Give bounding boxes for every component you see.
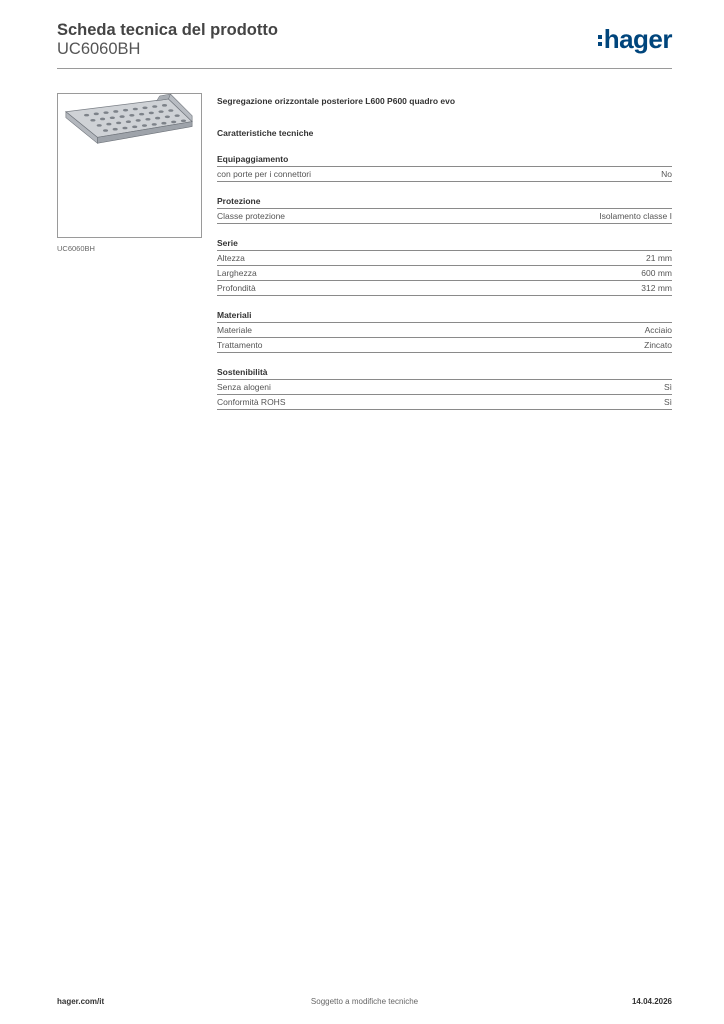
- image-caption: UC6060BH: [57, 244, 95, 253]
- document-title: Scheda tecnica del prodotto: [57, 21, 278, 39]
- shelf-hole: [94, 113, 99, 116]
- product-code: UC6060BH: [57, 40, 141, 58]
- shelf-hole: [129, 114, 134, 117]
- shelf-hole: [142, 124, 147, 127]
- shelf-hole: [158, 110, 163, 113]
- section-protezione: [217, 195, 672, 224]
- spec-value: No: [661, 169, 672, 179]
- shelf-hole: [175, 114, 180, 117]
- spec-value: 600 mm: [641, 268, 672, 278]
- document-footer: [57, 997, 672, 1011]
- shelf-hole: [113, 110, 118, 113]
- shelf-hole: [133, 108, 138, 111]
- shelf-hole: [162, 104, 167, 107]
- logo-mark-icon: [598, 35, 602, 46]
- spec-value: 21 mm: [646, 253, 672, 263]
- shelf-shape: [66, 94, 192, 143]
- shelf-hole: [136, 119, 141, 122]
- spec-value: 312 mm: [641, 283, 672, 293]
- shelf-hole: [126, 120, 131, 123]
- spec-label: Conformità ROHS: [217, 397, 286, 407]
- shelf-hole: [152, 123, 157, 126]
- document-header: [57, 20, 672, 70]
- spec-label: Classe protezione: [217, 211, 286, 221]
- spec-row: [217, 395, 672, 410]
- shelf-hole: [103, 129, 108, 132]
- shelf-hole: [145, 118, 150, 121]
- shelf-hole: [120, 115, 125, 118]
- shelf-hole: [171, 121, 176, 124]
- spec-label: Senza alogeni: [217, 382, 271, 392]
- shelf-hole: [149, 112, 154, 115]
- section-title: Serie: [217, 237, 672, 251]
- shelf-hole: [161, 122, 166, 125]
- shelf-hole: [116, 122, 121, 125]
- shelf-hole: [132, 126, 137, 129]
- shelf-hole: [123, 109, 128, 112]
- shelf-hole: [155, 117, 160, 120]
- shelf-hole: [152, 105, 157, 108]
- shelf-hole: [113, 128, 118, 131]
- footer-date: 14.04.2026: [631, 997, 672, 1006]
- spec-value: Sì: [663, 382, 672, 392]
- header-divider: [57, 68, 672, 69]
- spec-row: [217, 281, 672, 296]
- spec-row: [217, 251, 672, 266]
- spec-row: [217, 209, 672, 224]
- spec-value: Isolamento classe I: [599, 211, 672, 221]
- section-serie: [217, 237, 672, 296]
- shelf-hole: [110, 116, 115, 119]
- specs-panel: [217, 93, 672, 410]
- product-image-drawing: [58, 94, 201, 237]
- spec-label: Profondità: [217, 283, 256, 293]
- product-description: Segregazione orizzontale posteriore L600 P600 quadro evo: [217, 96, 456, 106]
- spec-value: Sì: [663, 397, 672, 407]
- spec-row: [217, 323, 672, 338]
- footer-website: hager.com/it: [57, 997, 105, 1006]
- shelf-hole: [181, 119, 186, 122]
- shelf-hole: [84, 114, 89, 117]
- shelf-hole: [100, 118, 105, 121]
- spec-row: [217, 380, 672, 395]
- shelf-hole: [142, 107, 147, 110]
- spec-label: Larghezza: [217, 268, 257, 278]
- spec-label: Trattamento: [217, 340, 263, 350]
- spec-label: Altezza: [217, 253, 245, 263]
- spec-row: [217, 167, 672, 182]
- perforated-shelf-icon: [57, 93, 202, 238]
- shelf-hole: [165, 115, 170, 118]
- section-title: Equipaggiamento: [217, 153, 672, 167]
- spec-label: con porte per i connettori: [217, 169, 312, 179]
- section-title: Materiali: [217, 309, 672, 323]
- hager-logo: [598, 24, 672, 54]
- shelf-hole: [122, 127, 127, 130]
- spec-row: [217, 266, 672, 281]
- section-materiali: [217, 309, 672, 353]
- spec-row: [217, 338, 672, 353]
- spec-value: Acciaio: [644, 325, 672, 335]
- section-title: Protezione: [217, 195, 672, 209]
- tech-characteristics-title: Caratteristiche tecniche: [217, 128, 314, 138]
- spec-label: Materiale: [217, 325, 252, 335]
- section-sostenibilita: [217, 366, 672, 410]
- shelf-hole: [139, 113, 144, 116]
- shelf-hole: [168, 109, 173, 112]
- section-title: Sostenibilità: [217, 366, 672, 380]
- footer-note: Soggetto a modifiche tecniche: [310, 997, 419, 1006]
- shelf-hole: [103, 111, 108, 114]
- shelf-hole: [90, 119, 95, 122]
- logo-text: hager: [603, 24, 672, 54]
- spec-value: Zincato: [644, 340, 672, 350]
- shelf-hole: [97, 124, 102, 127]
- shelf-hole: [106, 123, 111, 126]
- section-equipaggiamento: [217, 153, 672, 182]
